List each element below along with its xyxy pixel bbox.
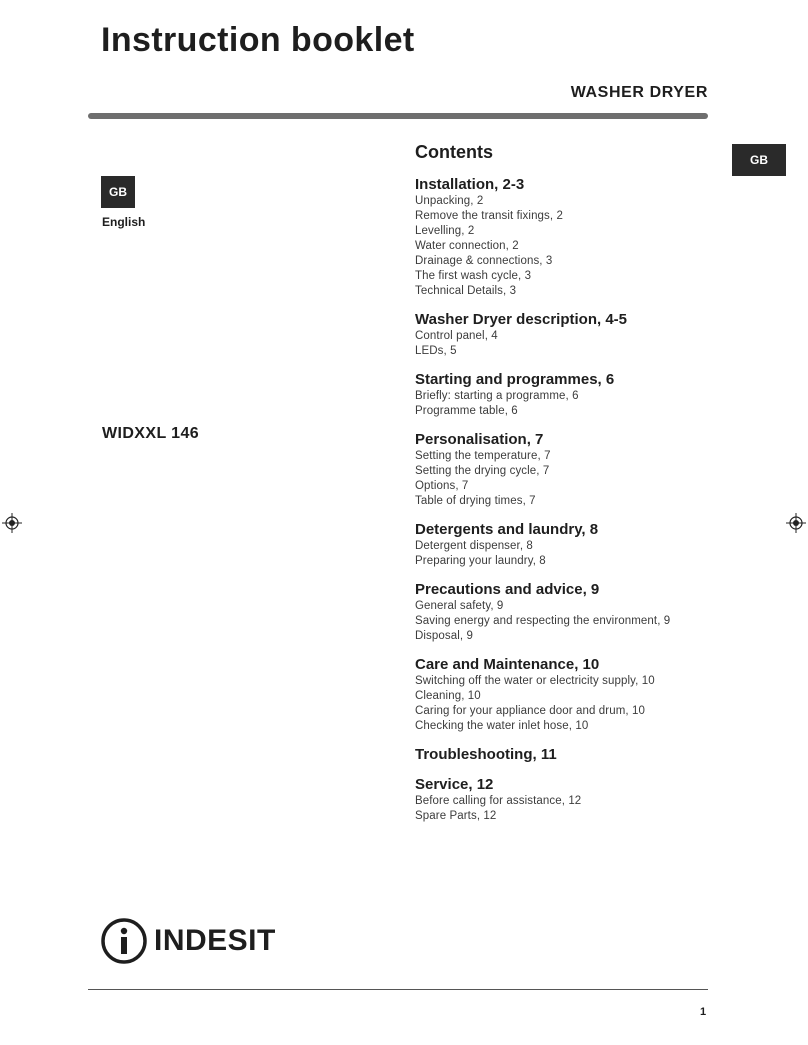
toc-item: Remove the transit fixings, 2 xyxy=(415,210,563,222)
toc-item: Preparing your laundry, 8 xyxy=(415,555,546,567)
toc-item: Briefly: starting a programme, 6 xyxy=(415,390,579,402)
toc-section-title: Detergents and laundry, 8 xyxy=(415,521,599,538)
toc-section xyxy=(415,581,715,644)
toc-item: Programme table, 6 xyxy=(415,405,518,417)
toc-item: Detergent dispenser, 8 xyxy=(415,540,533,552)
toc-section-title: Installation, 2-3 xyxy=(415,176,525,193)
toc-item: Spare Parts, 12 xyxy=(415,810,497,822)
toc-section xyxy=(415,521,715,569)
brand-logo xyxy=(100,917,276,965)
indesit-logo-icon xyxy=(100,917,148,965)
toc-section-title: Care and Maintenance, 10 xyxy=(415,656,600,673)
toc-item: Water connection, 2 xyxy=(415,240,519,252)
toc-section-title: Starting and programmes, 6 xyxy=(415,371,615,388)
toc-item: Before calling for assistance, 12 xyxy=(415,795,582,807)
language-side-tab[interactable]: GB xyxy=(732,144,786,176)
toc-section-title: Precautions and advice, 9 xyxy=(415,581,600,598)
language-badge: GB xyxy=(101,176,135,208)
toc-section xyxy=(415,371,715,419)
toc-section xyxy=(415,176,715,299)
toc-item: Options, 7 xyxy=(415,480,469,492)
page-number: 1 xyxy=(700,1006,707,1018)
toc-section-title: Service, 12 xyxy=(415,776,494,793)
registration-mark-icon xyxy=(2,513,22,533)
toc-section xyxy=(415,656,715,734)
language-label: English xyxy=(102,215,146,229)
toc-section xyxy=(415,776,715,824)
toc-item: Technical Details, 3 xyxy=(415,285,517,297)
toc-item: LEDs, 5 xyxy=(415,345,457,357)
toc-section xyxy=(415,746,715,764)
toc-section-title: Washer Dryer description, 4-5 xyxy=(415,311,628,328)
toc-item: Table of drying times, 7 xyxy=(415,495,536,507)
toc-item: Cleaning, 10 xyxy=(415,690,481,702)
registration-mark-icon xyxy=(786,513,806,533)
toc-section-title: Troubleshooting, 11 xyxy=(415,746,557,763)
toc-item: Setting the temperature, 7 xyxy=(415,450,551,462)
toc-item: Switching off the water or electricity supply, 10 xyxy=(415,675,655,687)
toc-section-title: Personalisation, 7 xyxy=(415,431,544,448)
toc-item: Caring for your appliance door and drum, 10 xyxy=(415,705,645,717)
toc-item: The first wash cycle, 3 xyxy=(415,270,532,282)
toc-item: Disposal, 9 xyxy=(415,630,473,642)
document-subtitle: WASHER DRYER xyxy=(570,84,708,101)
table-of-contents xyxy=(415,176,715,836)
contents-heading: Contents xyxy=(415,142,493,162)
toc-section xyxy=(415,311,715,359)
model-number: WIDXXL 146 xyxy=(102,425,200,442)
toc-section xyxy=(415,431,715,509)
header-divider xyxy=(88,113,708,119)
toc-item: Unpacking, 2 xyxy=(415,195,484,207)
footer-divider xyxy=(88,989,708,990)
toc-item: Saving energy and respecting the environment, 9 xyxy=(415,615,671,627)
brand-name: INDESIT xyxy=(154,924,276,957)
toc-item: Drainage & connections, 3 xyxy=(415,255,553,267)
toc-item: Levelling, 2 xyxy=(415,225,475,237)
page-title: Instruction booklet xyxy=(101,21,415,59)
toc-item: Setting the drying cycle, 7 xyxy=(415,465,550,477)
toc-item: General safety, 9 xyxy=(415,600,504,612)
toc-item: Checking the water inlet hose, 10 xyxy=(415,720,589,732)
toc-item: Control panel, 4 xyxy=(415,330,498,342)
